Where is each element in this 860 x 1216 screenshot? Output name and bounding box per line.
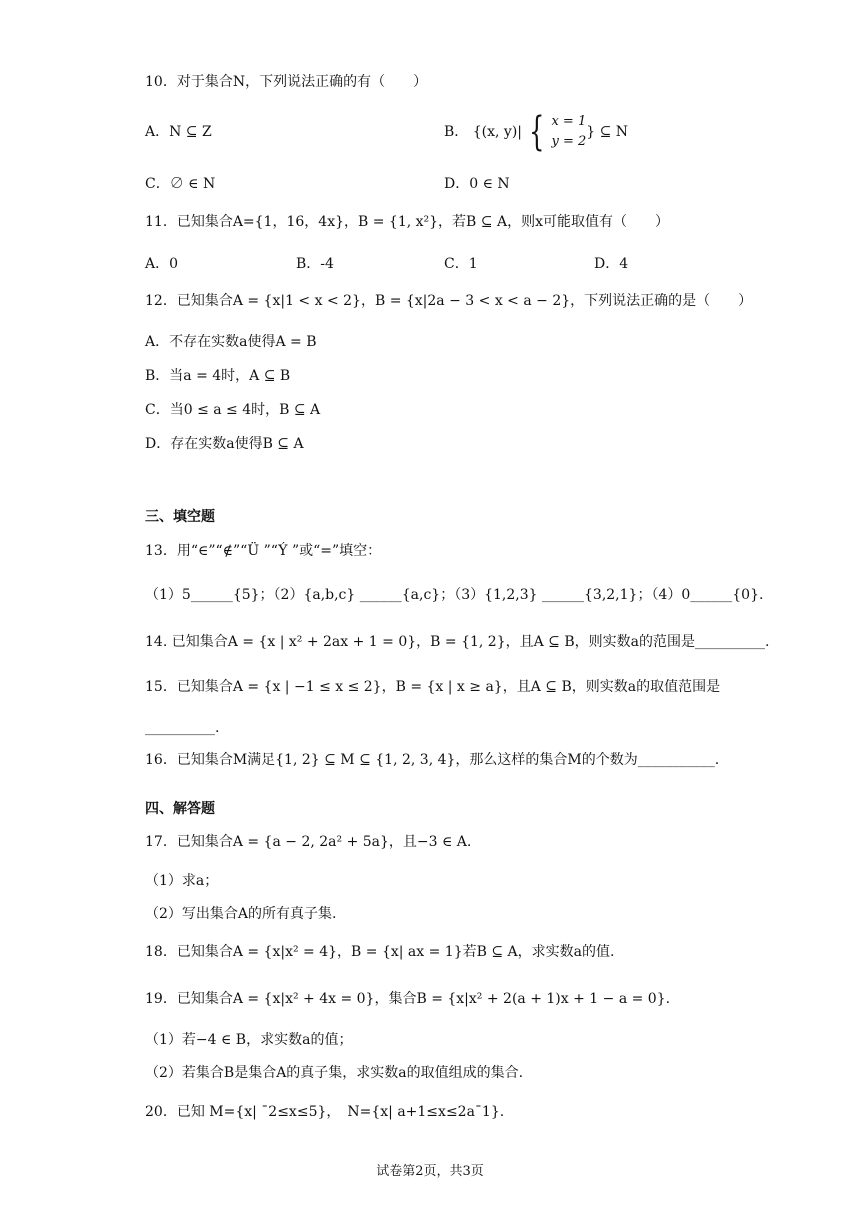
q11-option-a: A．0	[145, 256, 179, 272]
q12-option-b: B．当a = 4时，A ⊆ B	[145, 368, 291, 384]
q13-parts: （1）5______{5}；（2）{a,b,c} ______{a,c}；（3）{1,2,3} ______{3,2,1}；（4）0______{0}.	[145, 587, 764, 603]
q10-option-b-prefix: B．	[444, 124, 469, 140]
q17-part-1: （1）求a；	[145, 873, 219, 889]
q10-option-a: A．N ⊆ Z	[145, 124, 212, 140]
q10-option-b	[444, 109, 629, 155]
q10-system-row-1: x = 1	[551, 114, 587, 129]
q11-stem: 11．已知集合A={1，16，4x}，B = {1, x²}，若B ⊆ A，则x可能取值有（ ）	[145, 214, 669, 230]
page-footer: 试卷第2页，共3页	[376, 1164, 484, 1179]
q19-part-1: （1）若−4 ∈ B，求实数a的值；	[145, 1032, 353, 1048]
q10-system-rows	[551, 112, 586, 152]
q11-option-d: D．4	[594, 256, 629, 272]
q17-part-2: （2）写出集合A的所有真子集.	[145, 906, 337, 922]
q10-option-c: C．∅ ∈ N	[145, 176, 216, 192]
q20-stem: 20．已知 M={x| ¯2≤x≤5}， N={x| a+1≤x≤2a¯1}.	[145, 1104, 505, 1120]
q10-system-brace: {	[529, 109, 545, 155]
q18-stem: 18．已知集合A = {x|x² = 4}，B = {x| ax = 1}若B ⊆ A，求实数a的值.	[145, 944, 615, 960]
q19-stem: 19．已知集合A = {x|x² + 4x = 0}，集合B = {x|x² + 2(a + 1)x + 1 − a = 0}.	[145, 991, 671, 1007]
q11-option-c: C．1	[444, 256, 478, 272]
q10-option-b-set-close: } ⊆ N	[586, 124, 629, 140]
q10-system-row-2: y = 2	[551, 134, 587, 149]
q19-part-2: （2）若集合B是集合A的真子集，求实数a的取值组成的集合.	[145, 1065, 524, 1081]
q10-stem: 10．对于集合N，下列说法正确的有（ ）	[145, 74, 428, 90]
q10-option-b-set	[472, 109, 629, 155]
section-fill-in-title: 三、填空题	[145, 509, 215, 525]
q16-stem: 16．已知集合M满足{1, 2} ⊆ M ⊆ {1, 2, 3, 4}，那么这样的集合M的个数为___________.	[145, 752, 720, 768]
q15-blank: __________.	[145, 720, 220, 736]
q11-option-b: B．-4	[296, 256, 334, 272]
q12-stem: 12．已知集合A = {x|1 < x < 2}，B = {x|2a − 3 < x < a − 2}，下列说法正确的是（ ）	[145, 293, 753, 309]
q14-stem: 14. 已知集合A = {x | x² + 2ax + 1 = 0}，B = {1, 2}，且A ⊆ B，则实数a的范围是__________.	[145, 634, 770, 650]
q15-stem: 15．已知集合A = {x | −1 ≤ x ≤ 2}，B = {x | x ≥ a}，且A ⊆ B，则实数a的取值范围是	[145, 679, 721, 695]
q12-option-d: D．存在实数a使得B ⊆ A	[145, 436, 304, 452]
q17-stem: 17．已知集合A = {a − 2, 2a² + 5a}，且−3 ∈ A.	[145, 834, 472, 850]
q12-option-a: A．不存在实数a使得A = B	[145, 334, 317, 350]
q10-option-b-set-open: {(x, y)|	[472, 124, 523, 140]
q12-option-c: C．当0 ≤ a ≤ 4时，B ⊆ A	[145, 402, 321, 418]
q10-option-d: D．0 ∈ N	[444, 176, 510, 192]
q13-stem: 13．用“∈”“∉”“Ü ”“Ý ”或“=”填空：	[145, 543, 382, 559]
section-answer-title: 四、解答题	[145, 801, 215, 817]
